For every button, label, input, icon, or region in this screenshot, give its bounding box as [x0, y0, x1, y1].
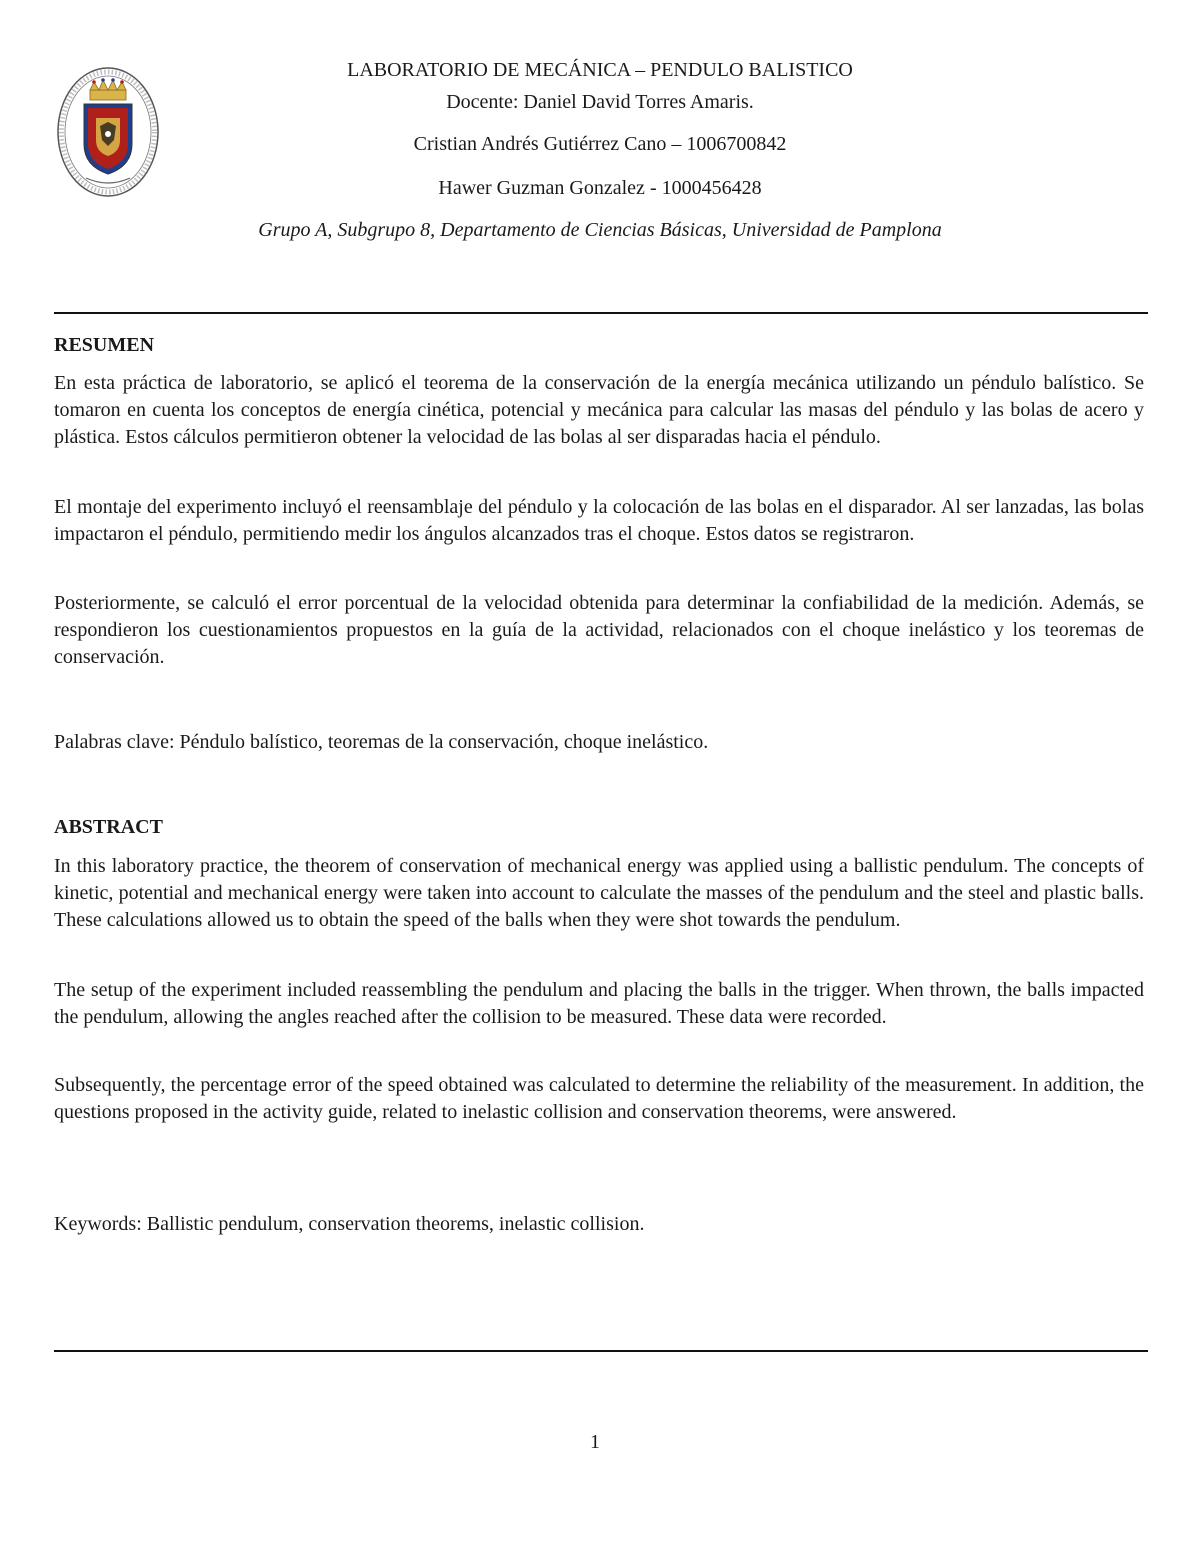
- top-divider: [54, 312, 1148, 314]
- document-title: LABORATORIO DE MECÁNICA – PENDULO BALISTICO: [347, 59, 853, 81]
- instructor-line: Docente: Daniel David Torres Amaris.: [446, 91, 754, 113]
- bottom-divider: [54, 1350, 1148, 1352]
- university-seal-icon: [56, 66, 160, 198]
- author-line: Hawer Guzman Gonzalez - 1000456428: [438, 177, 762, 199]
- abstract-paragraph: In this laboratory practice, the theorem of conservation of mechanical energy was applied using a ballistic pendulum. The concepts of kinetic, potential and mechanical energy were taken into account to calculate the masses of the pendulum and the steel and plastic balls. These calculations allowed us to obtain the speed of the balls when they were shot towards the pendulum.: [54, 855, 1144, 931]
- abstract-keywords: Keywords: Ballistic pendulum, conservation theorems, inelastic collision.: [54, 1213, 645, 1235]
- page-number: 1: [590, 1431, 600, 1453]
- resumen-paragraph: Posteriormente, se calculó el error porcentual de la velocidad obtenida para determinar la confiabilidad de la medición. Además, se respondieron los cuestionamientos propuestos en la guía de la actividad, relacionados con el choque inelástico y los teoremas de conservación.: [54, 592, 1144, 668]
- abstract-paragraph: The setup of the experiment included reassembling the pendulum and placing the balls in the trigger. When thrown, the balls impacted the pendulum, allowing the angles reached after the collision to be measured. These data were recorded.: [54, 979, 1144, 1028]
- abstract-paragraph: Subsequently, the percentage error of the speed obtained was calculated to determine the reliability of the measurement. In addition, the questions proposed in the activity guide, related to inelastic collision and conservation theorems, were answered.: [54, 1074, 1144, 1123]
- resumen-heading: RESUMEN: [54, 334, 155, 356]
- resumen-paragraph: El montaje del experimento incluyó el reensamblaje del péndulo y la colocación de las bolas en el disparador. Al ser lanzadas, las bolas impactaron el péndulo, permitiendo medir los ángulos alcanzados tras el choque. Estos datos se registraron.: [54, 496, 1144, 545]
- abstract-heading: ABSTRACT: [54, 816, 163, 838]
- resumen-paragraph: En esta práctica de laboratorio, se aplicó el teorema de la conservación de la energía mecánica utilizando un péndulo balístico. Se tomaron en cuenta los conceptos de energía cinética, potencial y mecánica para calcular las masas del péndulo y las bolas de acero y plástica. Estos cálculos permitieron obtener la velocidad de las bolas al ser disparadas hacia el péndulo.: [54, 372, 1144, 448]
- author-line: Cristian Andrés Gutiérrez Cano – 1006700842: [413, 133, 787, 155]
- resumen-keywords: Palabras clave: Péndulo balístico, teoremas de la conservación, choque inelástico.: [54, 731, 709, 753]
- affiliation-line: Grupo A, Subgrupo 8, Departamento de Ciencias Básicas, Universidad de Pamplona: [258, 219, 942, 241]
